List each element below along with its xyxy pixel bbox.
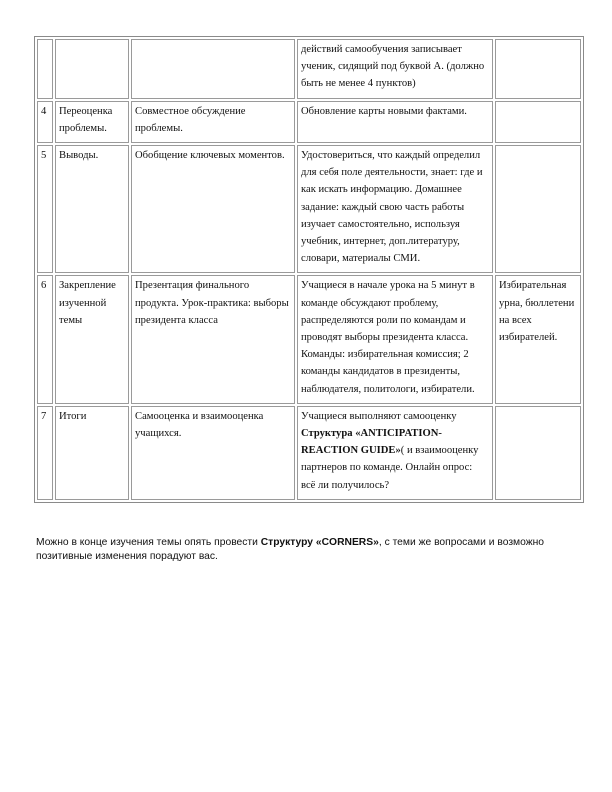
stage-cell: Выводы. — [55, 145, 129, 273]
stage-cell: Закрепление изученной темы — [55, 275, 129, 403]
stage-cell — [55, 39, 129, 99]
form-cell — [131, 39, 295, 99]
stage-cell: Переоценка проблемы. — [55, 101, 129, 143]
lesson-page — [34, 36, 580, 503]
note-structure-name: Структуру «CORNERS» — [260, 537, 379, 548]
activity-text: ( и взаимооценку партнеров по команде. Онлайн опрос: всё ли получилось? — [301, 445, 479, 491]
activity-cell: Обновление карты новыми фактами. — [297, 101, 493, 143]
form-cell: Презентация финального продукта. Урок-практика: выборы президента класса — [131, 275, 295, 403]
form-cell: Обобщение ключевых моментов. — [131, 145, 295, 273]
table-row — [37, 101, 581, 143]
note-text: Можно в конце изучения темы опять провести — [36, 537, 261, 548]
closing-note — [36, 536, 582, 564]
table-row — [37, 406, 581, 500]
result-cell — [495, 145, 581, 273]
activity-cell: Учащиеся в начале урока на 5 минут в команде обсуждают проблему, распределяются роли по командам и проводят выборы президента класса. Команды: избирательная комиссия; 2 команды кандидатов в президенты, наблюдателя, политологи, избиратели. — [297, 275, 493, 403]
note-text: , с теми же вопросами и возможно позитивные изменения порадуют вас. — [36, 537, 545, 562]
form-cell: Совместное обсуждение проблемы. — [131, 101, 295, 143]
result-cell — [495, 406, 581, 500]
form-cell: Самооценка и взаимооценка учащихся. — [131, 406, 295, 500]
table-row — [37, 145, 581, 273]
structure-name: Структура «ANTICIPATION-REACTION GUIDE» — [301, 428, 442, 457]
row-number: 5 — [37, 145, 53, 273]
table-row — [37, 39, 581, 99]
activity-cell: Удостовериться, что каждый определил для себя поле деятельности, знает: где и как искать информацию. Домашнее задание: каждый свою часть работы изучает самостоятельно, используя учебник, интернет, доп.литературу, словари, материалы СМИ. — [297, 145, 493, 273]
activity-text: Учащиеся выполняют самооценку — [301, 410, 457, 422]
activity-cell — [297, 406, 493, 500]
row-number: 4 — [37, 101, 53, 143]
result-cell: Избирательная урна, бюллетени на всех избирателей. — [495, 275, 581, 403]
row-number — [37, 39, 53, 99]
result-cell — [495, 101, 581, 143]
row-number: 6 — [37, 275, 53, 403]
stage-cell: Итоги — [55, 406, 129, 500]
result-cell — [495, 39, 581, 99]
row-number: 7 — [37, 406, 53, 500]
table-row — [37, 275, 581, 403]
activity-cell: действий самообучения записывает ученик, сидящий под буквой А. (должно быть не менее 4 пунктов) — [297, 39, 493, 99]
lesson-plan-table — [34, 36, 584, 503]
